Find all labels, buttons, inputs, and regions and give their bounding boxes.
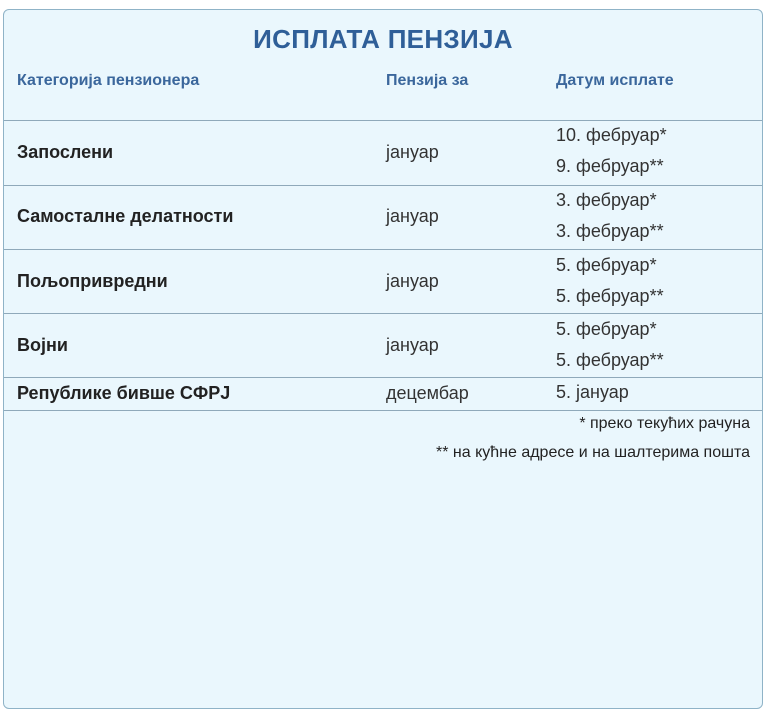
row-date-2: 5. фебруар** [556, 286, 664, 306]
row-pension-for: јануар [386, 142, 439, 162]
row-pension-for: јануар [386, 271, 439, 291]
row-category: Војни [17, 335, 68, 355]
footnote-single-asterisk: * преко текућих рачуна [579, 415, 750, 432]
row-date-1: 5. фебруар* [556, 255, 657, 275]
row-date-2: 9. фебруар** [556, 156, 664, 176]
table-row [4, 377, 762, 410]
row-pension-for: децембар [386, 383, 469, 403]
row-date-2: 3. фебруар** [556, 221, 664, 241]
column-header-pension-for: Пензија за [386, 72, 469, 89]
row-category: Пољопривредни [17, 271, 168, 291]
column-header-payment-date: Датум исплате [556, 72, 674, 89]
table-row [4, 185, 762, 249]
column-header-category: Категорија пензионера [17, 72, 200, 89]
pension-payment-panel [3, 9, 763, 709]
row-category: Запослени [17, 142, 114, 162]
row-date-2: 5. фебруар** [556, 350, 664, 370]
row-category: Републике бивше СФРЈ [17, 383, 231, 403]
table-row [4, 249, 762, 313]
row-date-1: 10. фебруар* [556, 125, 667, 145]
row-category: Самосталне делатности [17, 206, 234, 226]
table-row [4, 120, 762, 185]
panel-title: ИСПЛАТА ПЕНЗИЈА [253, 24, 513, 54]
row-date-1: 5. јануар [556, 382, 629, 402]
footnote-double-asterisk: ** на кућне адресе и на шалтерима пошта [435, 444, 750, 461]
table-row [4, 313, 762, 377]
table-bottom-divider [4, 410, 762, 411]
row-pension-for: јануар [386, 206, 439, 226]
row-date-1: 5. фебруар* [556, 319, 657, 339]
row-pension-for: јануар [386, 335, 439, 355]
row-date-1: 3. фебруар* [556, 190, 657, 210]
